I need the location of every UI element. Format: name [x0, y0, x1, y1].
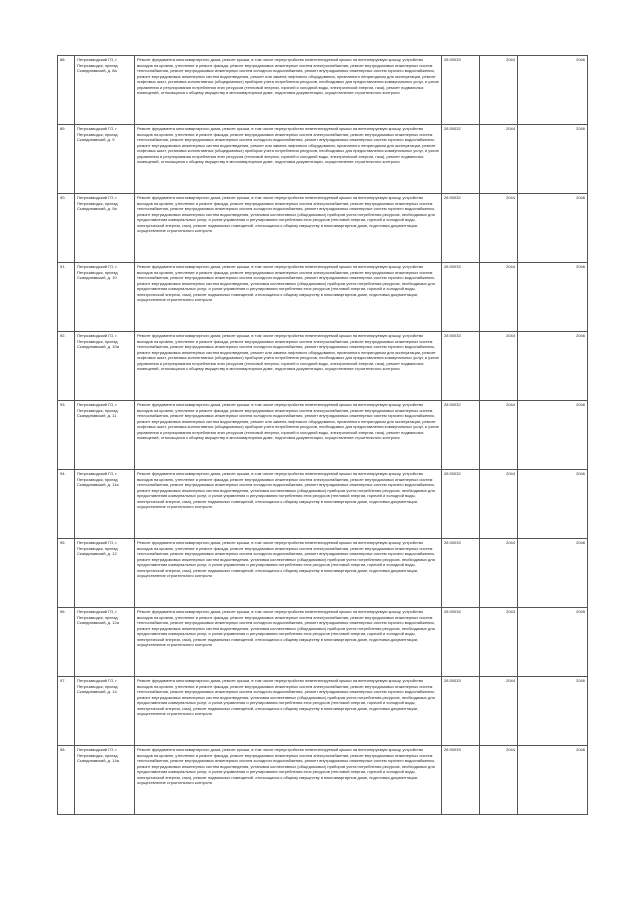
- capital-repair-table: [57, 55, 588, 815]
- house-address: Петрозаводский ГО, г. Петрозаводск, проезд Скандинавский, д. 12а: [75, 608, 135, 677]
- table-row: [58, 263, 588, 332]
- house-code: 28 50033: [442, 746, 480, 815]
- house-address: Петрозаводский ГО, г. Петрозаводск, проезд Скандинавский, д. 11а: [75, 470, 135, 539]
- repair-works: Ремонт фундамента многоквартирного дома, ремонт крыши, в том числе переустройство невентилируемой крыши на вентилируемую крышу, устройство выходов на кровлю, утепление и ремонт фасада, ремонт внутридомовых инженерных систем электроснабжения, ремонт внутридомовых инженерных систем теплоснабжения, ремонт внутридомовых инженерных систем холодного водоснабжения, ремонт внутридомовых инженерных систем горячего водоснабжения, ремонт внутридомовых инженерных систем водоотведения, установка коллективных (общедомовых) приборов учета потребления ресурсов, необходимых для предоставления коммунальных услуг, и узлов управления и регулирования потребления этих ресурсов (тепловой энергии, горячей и холодной воды, электрической энергии, газа), ремонт подвальных помещений, относящихся к общему имуществу в многоквартирном доме, подготовка документации, осуществление строительного контроля: [135, 470, 442, 539]
- year-to: 2046: [518, 539, 588, 608]
- row-number: 98.: [58, 746, 75, 815]
- row-number: 91.: [58, 263, 75, 332]
- year-from: 2044: [480, 746, 518, 815]
- house-code: 28 50033: [442, 263, 480, 332]
- repair-works: Ремонт фундамента многоквартирного дома, ремонт крыши, в том числе переустройство невентилируемой крыши на вентилируемую крышу, устройство выходов на кровлю, утепление и ремонт фасада, ремонт внутридомовых инженерных систем электроснабжения, ремонт внутридомовых инженерных систем теплоснабжения, ремонт внутридомовых инженерных систем холодного водоснабжения, ремонт внутридомовых инженерных систем горячего водоснабжения, ремонт внутридомовых инженерных систем водоотведения, установка коллективных (общедомовых) приборов учета потребления ресурсов, необходимых для предоставления коммунальных услуг, и узлов управления и регулирования потребления этих ресурсов (тепловой энергии, горячей и холодной воды, электрической энергии, газа), ремонт подвальных помещений, относящихся к общему имуществу в многоквартирном доме, подготовка документации, осуществление строительного контроля: [135, 539, 442, 608]
- repair-works: Ремонт фундамента многоквартирного дома, ремонт крыши, в том числе переустройство невентилируемой крыши на вентилируемую крышу, устройство выходов на кровлю, утепление и ремонт фасада, ремонт внутридомовых инженерных систем электроснабжения, ремонт внутридомовых инженерных систем теплоснабжения, ремонт внутридомовых инженерных систем холодного водоснабжения, ремонт внутридомовых инженерных систем горячего водоснабжения, ремонт внутридомовых инженерных систем водоотведения, установка коллективных (общедомовых) приборов учета потребления ресурсов, необходимых для предоставления коммунальных услуг, и узлов управления и регулирования потребления этих ресурсов (тепловой энергии, горячей и холодной воды, электрической энергии, газа), ремонт подвальных помещений, относящихся к общему имуществу в многоквартирном доме, подготовка документации, осуществление строительного контроля: [135, 263, 442, 332]
- table-row: [58, 125, 588, 194]
- table-row: [58, 470, 588, 539]
- year-to: 2046: [518, 56, 588, 125]
- table-row: [58, 539, 588, 608]
- year-to: 2046: [518, 470, 588, 539]
- year-to: 2046: [518, 332, 588, 401]
- house-address: Петрозаводский ГО, г. Петрозаводск, проезд Скандинавский, д. 14: [75, 677, 135, 746]
- year-to: 2046: [518, 194, 588, 263]
- house-code: 28 50033: [442, 539, 480, 608]
- house-address: Петрозаводский ГО, г. Петрозаводск, проезд Скандинавский, д. 11: [75, 401, 135, 470]
- year-to: 2046: [518, 263, 588, 332]
- table-row: [58, 56, 588, 125]
- row-number: 90.: [58, 194, 75, 263]
- repair-works: Ремонт фундамента многоквартирного дома, ремонт крыши, в том числе переустройство невентилируемой крыши на вентилируемую крышу, устройство выходов на кровлю, утепление и ремонт фасада, ремонт внутридомовых инженерных систем электроснабжения, ремонт внутридомовых инженерных систем теплоснабжения, ремонт внутридомовых инженерных систем холодного водоснабжения, ремонт внутридомовых инженерных систем горячего водоснабжения, ремонт внутридомовых инженерных систем водоотведения, ремонт или замена лифтового оборудования, признанного непригодным для эксплуатации, ремонт лифтовых шахт, установка коллективных (общедомовых) приборов учета потребления ресурсов, необходимых для предоставления коммунальных услуг, и узлов управления и регулирования потребления этих ресурсов (тепловой энергии, горячей и холодной воды, электрической энергии, газа), ремонт подвальных помещений, относящихся к общему имуществу в многоквартирном доме, подготовка документации, осуществление строительного контроля: [135, 401, 442, 470]
- year-from: 2044: [480, 56, 518, 125]
- house-address: Петрозаводский ГО, г. Петрозаводск, проезд Скандинавский, д. 9а: [75, 194, 135, 263]
- repair-works: Ремонт фундамента многоквартирного дома, ремонт крыши, в том числе переустройство невентилируемой крыши на вентилируемую крышу, устройство выходов на кровлю, утепление и ремонт фасада, ремонт внутридомовых инженерных систем электроснабжения, ремонт внутридомовых инженерных систем теплоснабжения, ремонт внутридомовых инженерных систем холодного водоснабжения, ремонт внутридомовых инженерных систем горячего водоснабжения, ремонт внутридомовых инженерных систем водоотведения, установка коллективных (общедомовых) приборов учета потребления ресурсов, необходимых для предоставления коммунальных услуг, и узлов управления и регулирования потребления этих ресурсов (тепловой энергии, горячей и холодной воды, электрической энергии, газа), ремонт подвальных помещений, относящихся к общему имуществу в многоквартирном доме, подготовка документации, осуществление строительного контроля: [135, 608, 442, 677]
- table-row: [58, 194, 588, 263]
- house-code: 28 50032: [442, 194, 480, 263]
- table-row: [58, 332, 588, 401]
- row-number: 92.: [58, 332, 75, 401]
- year-to: 2045: [518, 608, 588, 677]
- year-to: 2046: [518, 125, 588, 194]
- repair-works: Ремонт фундамента многоквартирного дома, ремонт крыши, в том числе переустройство невентилируемой крыши на вентилируемую крышу, устройство выходов на кровлю, утепление и ремонт фасада, ремонт внутридомовых инженерных систем электроснабжения, ремонт внутридомовых инженерных систем теплоснабжения, ремонт внутридомовых инженерных систем холодного водоснабжения, ремонт внутридомовых инженерных систем горячего водоснабжения, ремонт внутридомовых инженерных систем водоотведения, установка коллективных (общедомовых) приборов учета потребления ресурсов, необходимых для предоставления коммунальных услуг, и узлов управления и регулирования потребления этих ресурсов (тепловой энергии, горячей и холодной воды, электрической энергии, газа), ремонт подвальных помещений, относящихся к общему имуществу в многоквартирном доме, подготовка документации, осуществление строительного контроля: [135, 194, 442, 263]
- row-number: 94.: [58, 470, 75, 539]
- table-row: [58, 746, 588, 815]
- house-address: Петрозаводский ГО, г. Петрозаводск, проезд Скандинавский, д. 10: [75, 263, 135, 332]
- year-from: 2044: [480, 332, 518, 401]
- house-code: 28 50033: [442, 56, 480, 125]
- table-row: [58, 401, 588, 470]
- document-page: [57, 55, 587, 815]
- year-to: 2046: [518, 746, 588, 815]
- house-code: 28 50033: [442, 677, 480, 746]
- row-number: 93.: [58, 401, 75, 470]
- table-row: [58, 677, 588, 746]
- year-from: 2043: [480, 608, 518, 677]
- year-from: 2044: [480, 194, 518, 263]
- house-address: Петрозаводский ГО, г. Петрозаводск, проезд Скандинавский, д. 8а: [75, 56, 135, 125]
- row-number: 97.: [58, 677, 75, 746]
- repair-works: Ремонт фундамента многоквартирного дома, ремонт крыши, в том числе переустройство невентилируемой крыши на вентилируемую крышу, устройство выходов на кровлю, утепление и ремонт фасада, ремонт внутридомовых инженерных систем электроснабжения, ремонт внутридомовых инженерных систем теплоснабжения, ремонт внутридомовых инженерных систем холодного водоснабжения, ремонт внутридомовых инженерных систем горячего водоснабжения, ремонт внутридомовых инженерных систем водоотведения, установка коллективных (общедомовых) приборов учета потребления ресурсов, необходимых для предоставления коммунальных услуг, и узлов управления и регулирования потребления этих ресурсов (тепловой энергии, горячей и холодной воды, электрической энергии, газа), ремонт подвальных помещений, относящихся к общему имуществу в многоквартирном доме, подготовка документации, осуществление строительного контроля: [135, 746, 442, 815]
- repair-works: Ремонт фундамента многоквартирного дома, ремонт крыши, в том числе переустройство невентилируемой крыши на вентилируемую крышу, устройство выходов на кровлю, утепление и ремонт фасада, ремонт внутридомовых инженерных систем электроснабжения, ремонт внутридомовых инженерных систем теплоснабжения, ремонт внутридомовых инженерных систем холодного водоснабжения, ремонт внутридомовых инженерных систем горячего водоснабжения, ремонт внутридомовых инженерных систем водоотведения, ремонт или замена лифтового оборудования, признанного непригодным для эксплуатации, ремонт лифтовых шахт, установка коллективных (общедомовых) приборов учета потребления ресурсов, необходимых для предоставления коммунальных услуг, и узлов управления и регулирования потребления этих ресурсов (тепловой энергии, горячей и холодной воды, электрической энергии, газа), ремонт подвальных помещений, относящихся к общему имуществу в многоквартирном доме, подготовка документации, осуществление строительного контроля: [135, 56, 442, 125]
- repair-works: Ремонт фундамента многоквартирного дома, ремонт крыши, в том числе переустройство невентилируемой крыши на вентилируемую крышу, устройство выходов на кровлю, утепление и ремонт фасада, ремонт внутридомовых инженерных систем электроснабжения, ремонт внутридомовых инженерных систем теплоснабжения, ремонт внутридомовых инженерных систем холодного водоснабжения, ремонт внутридомовых инженерных систем горячего водоснабжения, ремонт внутридомовых инженерных систем водоотведения, ремонт или замена лифтового оборудования, признанного непригодным для эксплуатации, ремонт лифтовых шахт, установка коллективных (общедомовых) приборов учета потребления ресурсов, необходимых для предоставления коммунальных услуг, и узлов управления и регулирования потребления этих ресурсов (тепловой энергии, горячей и холодной воды, электрической энергии, газа), ремонт подвальных помещений, относящихся к общему имуществу в многоквартирном доме, подготовка документации, осуществление строительного контроля: [135, 125, 442, 194]
- year-from: 2044: [480, 401, 518, 470]
- repair-works: Ремонт фундамента многоквартирного дома, ремонт крыши, в том числе переустройство невентилируемой крыши на вентилируемую крышу, устройство выходов на кровлю, утепление и ремонт фасада, ремонт внутридомовых инженерных систем электроснабжения, ремонт внутридомовых инженерных систем теплоснабжения, ремонт внутридомовых инженерных систем холодного водоснабжения, ремонт внутридомовых инженерных систем горячего водоснабжения, ремонт внутридомовых инженерных систем водоотведения, ремонт или замена лифтового оборудования, признанного непригодным для эксплуатации, ремонт лифтовых шахт, установка коллективных (общедомовых) приборов учета потребления ресурсов, необходимых для предоставления коммунальных услуг, и узлов управления и регулирования потребления этих ресурсов (тепловой энергии, горячей и холодной воды, электрической энергии, газа), ремонт подвальных помещений, относящихся к общему имуществу в многоквартирном доме, подготовка документации, осуществление строительного контроля: [135, 332, 442, 401]
- table-row: [58, 608, 588, 677]
- house-code: 28 50033: [442, 332, 480, 401]
- house-code: 28 50032: [442, 470, 480, 539]
- year-from: 2044: [480, 470, 518, 539]
- year-from: 2044: [480, 125, 518, 194]
- house-code: 28 50032: [442, 401, 480, 470]
- table-body: [58, 56, 588, 815]
- house-address: Петрозаводский ГО, г. Петрозаводск, проезд Скандинавский, д. 10а: [75, 332, 135, 401]
- row-number: 88.: [58, 56, 75, 125]
- house-code: 28 50034: [442, 608, 480, 677]
- row-number: 96.: [58, 608, 75, 677]
- row-number: 95.: [58, 539, 75, 608]
- year-from: 2044: [480, 539, 518, 608]
- repair-works: Ремонт фундамента многоквартирного дома, ремонт крыши, в том числе переустройство невентилируемой крыши на вентилируемую крышу, устройство выходов на кровлю, утепление и ремонт фасада, ремонт внутридомовых инженерных систем электроснабжения, ремонт внутридомовых инженерных систем теплоснабжения, ремонт внутридомовых инженерных систем холодного водоснабжения, ремонт внутридомовых инженерных систем горячего водоснабжения, ремонт внутридомовых инженерных систем водоотведения, установка коллективных (общедомовых) приборов учета потребления ресурсов, необходимых для предоставления коммунальных услуг, и узлов управления и регулирования потребления этих ресурсов (тепловой энергии, горячей и холодной воды, электрической энергии, газа), ремонт подвальных помещений, относящихся к общему имуществу в многоквартирном доме, подготовка документации, осуществление строительного контроля: [135, 677, 442, 746]
- house-code: 28 50032: [442, 125, 480, 194]
- row-number: 89.: [58, 125, 75, 194]
- year-to: 2046: [518, 677, 588, 746]
- house-address: Петрозаводский ГО, г. Петрозаводск, проезд Скандинавский, д. 9: [75, 125, 135, 194]
- year-from: 2044: [480, 677, 518, 746]
- year-to: 2046: [518, 401, 588, 470]
- house-address: Петрозаводский ГО, г. Петрозаводск, проезд Скандинавский, д. 14а: [75, 746, 135, 815]
- house-address: Петрозаводский ГО, г. Петрозаводск, проезд Скандинавский, д. 12: [75, 539, 135, 608]
- year-from: 2044: [480, 263, 518, 332]
